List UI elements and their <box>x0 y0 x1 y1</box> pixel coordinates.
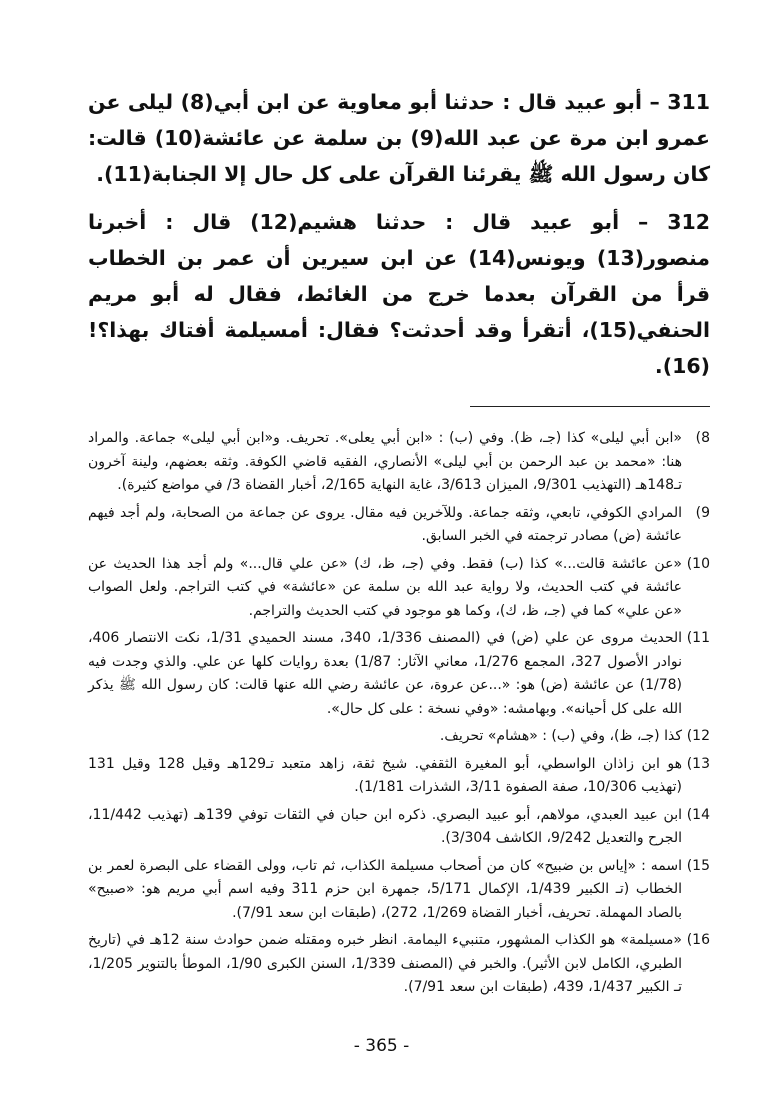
footnote-number: 9) <box>695 504 710 521</box>
footnote-number: 12) <box>686 728 710 744</box>
footnote-number: 15) <box>686 857 710 874</box>
footnote-9 <box>88 502 710 549</box>
footnote-10 <box>88 553 710 624</box>
footnote-11 <box>88 627 710 721</box>
footnote-text: ابن عبيد العبدي، مولاهم، أبو عبيد البصري. ذكره ابن حبان في الثقات توفي 139هـ (تهذيب 11/442، الجرح والتعديل 9/242، الكاشف 3/304). <box>88 806 682 846</box>
footnote-number: 10) <box>686 555 710 572</box>
footnotes <box>88 427 710 1000</box>
footnote-number: 8) <box>695 430 710 446</box>
footnote-8 <box>88 427 710 498</box>
footnote-13 <box>88 753 710 800</box>
footnote-number: 11) <box>686 630 710 646</box>
footnote-text: اسمه : «إياس بن ضبيح» كان من أصحاب مسيلمة الكذاب، ثم تاب، وولى القضاء على البصرة لعمر بن الخطاب (تـ الكبير 1/439، الإكمال 5/171، جمهرة ابن حزم 311 وفيه اسم أبي مريم هو: «صبيح» بالصاد المهملة. تحريف، أخبار القضاة 1/269، 272)، (طبقات ابن سعد 7/91). <box>88 857 682 921</box>
paragraph-312: 312 – أبو عبيد قال : حدثنا هشيم(12) قال : أخبرنا منصور(13) ويونس(14) عن ابن سيرين أن عمر بن الخطاب قرأ من القرآن بعدما خرج من الغائط، فقال له أبو مريم الحنفي(15)، أتقرأ وقد أحدثت؟ فقال: أمسيلمة أفتاك بهذا؟!(16). <box>88 210 711 378</box>
footnote-number: 14) <box>686 806 710 823</box>
page-number: - 365 - <box>353 1036 410 1056</box>
footnote-text: المرادي الكوفي، تابعي، وثقه جماعة. وللآخرين فيه مقال. يروى عن جماعة من الصحابة، ولم أجد فيهم عائشة (ض) مصادر ترجمته في الخبر السابق. <box>88 504 682 544</box>
paragraph-311: 311 – أبو عبيد قال : حدثنا أبو معاوية عن ابن أبي(8) ليلى عن عمرو ابن مرة عن عبد الله(9) بن سلمة عن عائشة(10) قالت: كان رسول الله ﷺ يقرئنا القرآن على كل حال إلا الجنابة(11). <box>88 90 710 186</box>
footnote-text: الحديث مروى عن علي (ض) في (المصنف 1/336، 340، مسند الحميدي 1/31، نكت الانتصار 406، نوادر الأصول 327، المجمع 1/276، معاني الآثار: 1/87) بعدة روايات كلها عن علي. والذي وجدت فيه (1/78) عن عائشة (ض) هو: «...عن عروة، عن عائشة رضي الله عنها قالت: كان رسول الله ﷺ يذكر الله على كل أحيانه». وبهامشه: «وفي نسخة : على كل حال». <box>88 630 683 717</box>
footnote-separator <box>470 406 710 407</box>
footnote-12 <box>88 725 710 749</box>
page-content <box>88 84 710 1004</box>
footnote-15 <box>88 855 710 926</box>
footnote-text: «عن عائشة قالت...» كذا (ب) فقط. وفي (جـ، ظ، ك) «عن علي قال...» ولم أجد هذا الحديث عن عائشة في كتب الحديث، ولا رواية عبد الله بن سلمة عن «عائشة» في كتب التراجم. ولعل الصواب «عن علي» كما في (جـ، ظ، ك)، وكما هو موجود في كتب الحديث والتراجم. <box>88 555 682 619</box>
main-text <box>88 84 710 384</box>
footnote-text: «مسيلمة» هو الكذاب المشهور، متنبيء اليمامة. انظر خبره ومقتله ضمن حوادث سنة 12هـ في (تاريخ الطبري، الكامل لابن الأثير). والخبر في (المصنف 1/339، السنن الكبرى 1/90، الموطأ بالتنوير 1/205، تـ الكبير 1/437، 439، (طبقات ابن سعد 7/91). <box>88 932 682 995</box>
footnote-text: «ابن أبي ليلى» كذا (جـ، ظ). وفي (ب) : «ابن أبي يعلى». تحريف. و«ابن أبي ليلى» جماعة. والمراد هنا: «محمد بن عبد الرحمن بن أبي ليلى» الأنصاري، الفقيه قاضي الكوفة. وثقه بعضهم، ولينة آخرون تـ148هـ (التهذيب 9/301، الميزان 3/613، غاية النهاية 2/165، أخبار القضاة 3/ في مواضع كثيرة). <box>88 430 682 493</box>
footnote-number: 13) <box>686 755 710 772</box>
footnote-number: 16) <box>686 932 710 948</box>
footnote-text: هو ابن زاذان الواسطي، أبو المغيرة الثقفي. شيخ ثقة، زاهد متعبد تـ129هـ وقيل 128 وقيل 131 (تهذيب 10/306، صفة الصفوة 3/11، الشذرات 1/181). <box>88 755 682 795</box>
footnote-16 <box>88 929 710 1000</box>
footnote-text: كذا (جـ، ظ)، وفي (ب) : «هشام» تحريف. <box>439 728 682 744</box>
footnote-14 <box>88 804 710 851</box>
